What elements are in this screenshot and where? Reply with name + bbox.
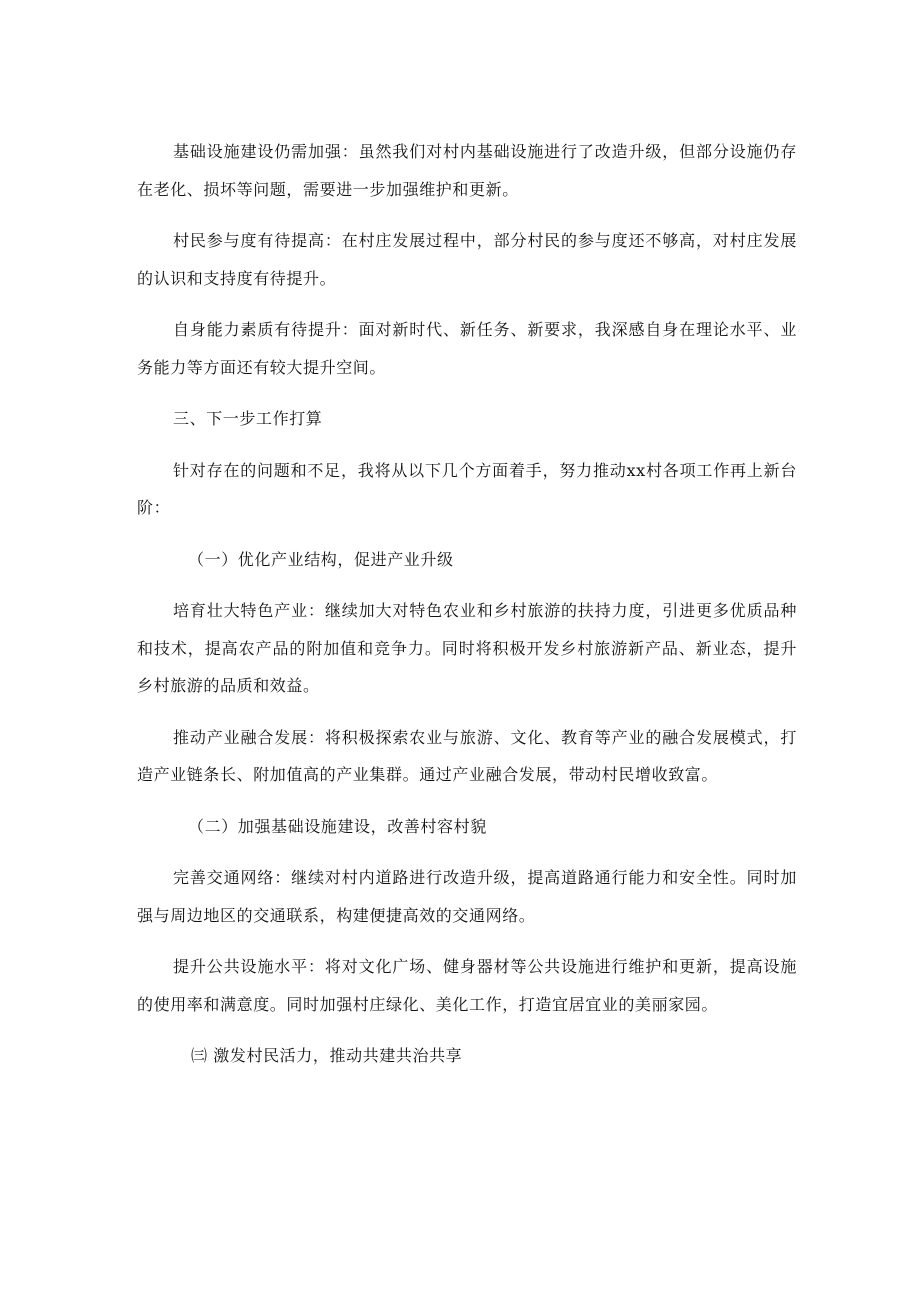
paragraph-industry-integration: 推动产业融合发展：将积极探索农业与旅游、文化、教育等产业的融合发展模式，打造产业链条长、附加值高的产业集群。通过产业融合发展，带动村民增收致富。 — [137, 727, 797, 784]
paragraph-transport-network: 完善交通网络：继续对村内道路进行改造升级，提高道路通行能力和安全性。同时加强与周边地区的交通联系，构建便捷高效的交通网络。 — [137, 868, 797, 925]
paragraph-self-capability: 自身能力素质有待提升：面对新时代、新任务、新要求，我深感自身在理论水平、业务能力等方面还有较大提升空间。 — [137, 320, 797, 377]
paragraph-next-steps-intro: 针对存在的问题和不足，我将从以下几个方面着手，努力推动xx村各项工作再上新台阶： — [137, 460, 797, 517]
paragraph-villager-participation: 村民参与度有待提高：在村庄发展过程中，部分村民的参与度还不够高，对村庄发展的认识和支持度有待提升。 — [137, 231, 797, 288]
subheading-infrastructure: （二）加强基础设施建设，改善村容村貌 — [188, 816, 487, 836]
subheading-villager-vitality: ㈢ 激发村民活力，推动共建共治共享 — [191, 1046, 463, 1065]
paragraph-public-facilities: 提升公共设施水平：将对文化广场、健身器材等公共设施进行维护和更新，提高设施的使用率和满意度。同时加强村庄绿化、美化工作，打造宜居宜业的美丽家园。 — [137, 957, 797, 1014]
subheading-industry-structure: （一）优化产业结构，促进产业升级 — [188, 549, 454, 569]
paragraph-featured-industry: 培育壮大特色产业：继续加大对特色农业和乡村旅游的扶持力度，引进更多优质品种和技术，提高农产品的附加值和竞争力。同时将积极开发乡村旅游新产品、新业态，提升乡村旅游的品质和效益。 — [137, 601, 797, 695]
section-heading-next-steps: 三、下一步工作打算 — [173, 409, 323, 428]
document-body — [137, 133, 797, 1089]
paragraph-infrastructure-issue: 基础设施建设仍需加强：虽然我们对村内基础设施进行了改造升级，但部分设施仍存在老化、损坏等问题，需要进一步加强维护和更新。 — [137, 142, 797, 199]
